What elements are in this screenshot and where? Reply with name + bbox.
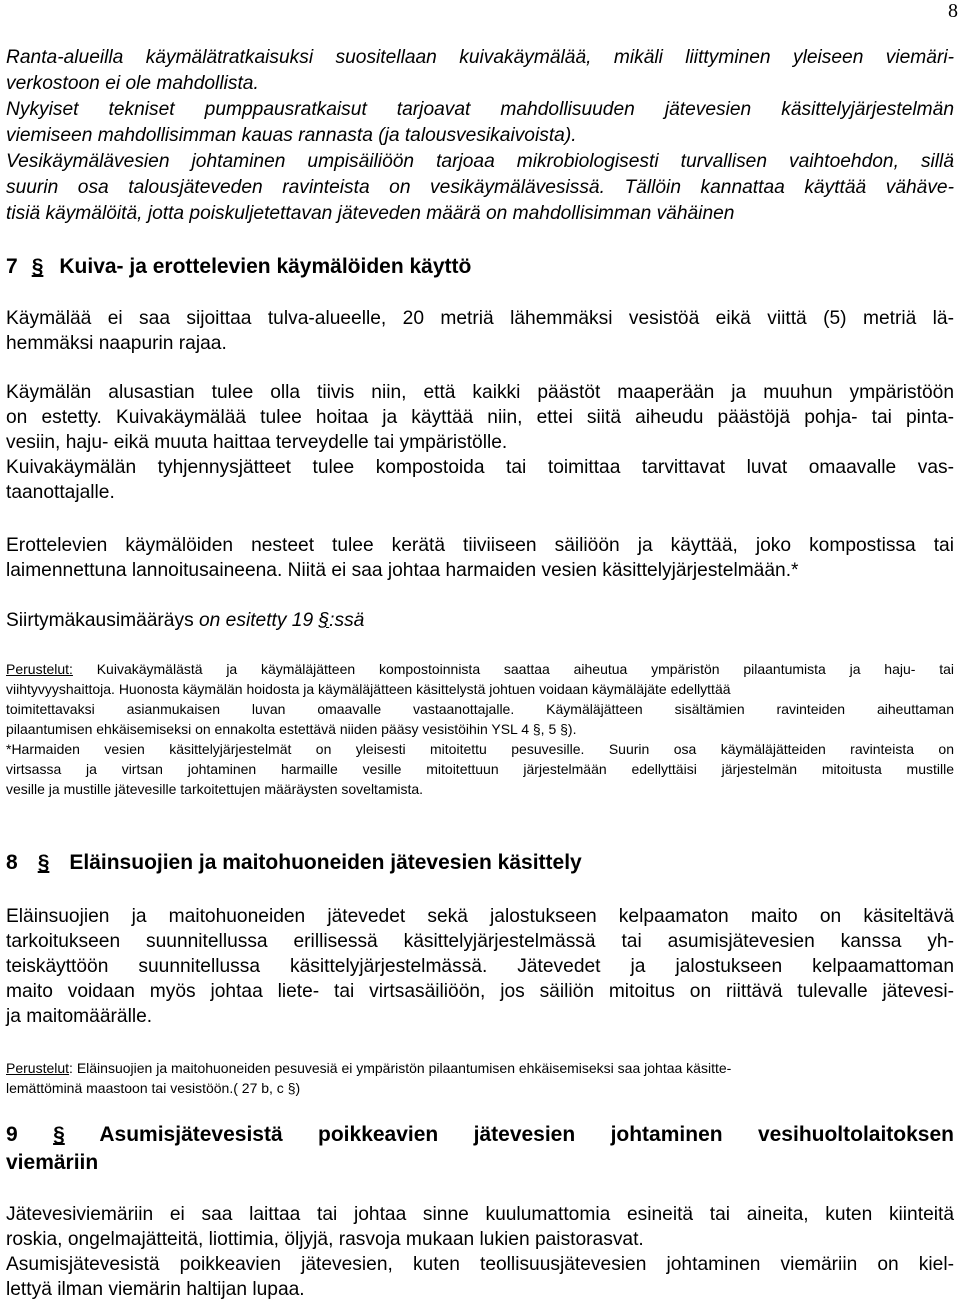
transition-italic: on esitetty 19 xyxy=(199,610,319,631)
text-line: tisiä käymälöitä, jotta poiskuljetettavan jäteveden määrä on mahdollisimman vähäinen xyxy=(6,203,735,224)
section-9-paragraph-1 xyxy=(6,1202,954,1302)
text-line: Jätevesiviemäriin ei saa laittaa tai johtaa sinne kuulumattomia esineitä tai aineita, kuten kiinteitä xyxy=(6,1204,954,1225)
text-line: Asumisjätevesistä poikkeavien jätevesien, kuten teollisuusjätevesien johtaminen viemäriin on kiel- xyxy=(6,1254,954,1275)
section-title: Kuiva- ja erottelevien käymälöiden käyttö xyxy=(59,255,472,278)
text-line: *Harmaiden vesien käsittelyjärjestelmät on yleisesti mitoitettu pesuvesille. Suurin osa käymäläjätteiden ravinteista on xyxy=(6,741,954,757)
transition-prefix: Siirtymäkausimääräys xyxy=(6,610,199,631)
text-line: viemiseen mahdollisimman kauas rannasta (ja talousvesikaivoista). xyxy=(6,125,577,146)
text-line: vesiin, haju- eikä muuta haittaa terveydelle tai ympäristölle. xyxy=(6,432,508,453)
section-number: 8 xyxy=(6,851,18,874)
section-8-paragraph-1 xyxy=(6,904,954,1029)
text-line: verkostoon ei ole mahdollista. xyxy=(6,73,259,94)
text-line: suurin osa talousjäteveden ravinteista on vesikäymälävesissä. Tällöin kannattaa käyttää vähäve- xyxy=(6,177,954,198)
transition-symbol: § xyxy=(318,610,330,631)
section-8-basis xyxy=(6,1058,954,1098)
text-line: Nykyiset tekniset pumppausratkaisut tarjoavat mahdollisuuden jätevesien käsittelyjärjestelmän xyxy=(6,99,954,120)
transition-provision xyxy=(6,608,954,633)
text-line: : Eläinsuojien ja maitohuoneiden pesuvesiä ei ympäristön pilaantumisen ehkäisemiseksi saa johtaa käsitte- xyxy=(69,1060,732,1076)
text-line: toimitettavaksi asianmukaisen luvan omaavalle vastaanottajalle. Käymäläjätteen sisältämien ravinteiden aiheuttaman xyxy=(6,701,954,717)
section-7-basis xyxy=(6,659,954,799)
text-line: pilaantumisen ehkäisemiseksi on ennakolta estettävä niiden pääsy vesistöihin YSL 4 §, 5 §). xyxy=(6,721,577,737)
section-7-heading xyxy=(6,253,954,281)
text-line: laimennettuna lannoitusaineena. Niitä ei saa johtaa harmaiden vesien käsittelyjärjestelmään.* xyxy=(6,560,799,581)
text-line: vesille ja mustille jätevesille tarkoitettujen määräysten soveltamista. xyxy=(6,781,424,797)
text-line: ja maitomäärälle. xyxy=(6,1006,153,1027)
text-line: Ranta-alueilla käymälätratkaisuksi suositellaan kuivakäymälää, mikäli liittyminen yleiseen viemäri- xyxy=(6,47,954,68)
basis-label: Perustelut: xyxy=(6,661,73,677)
intro-paragraph xyxy=(6,45,954,227)
text-line: viihtyvyyshaittoja. Huonosta käymälän hoidosta ja käymäläjätteen käsittelystä johtuen voidaan käymäläjäte edellyttää xyxy=(6,681,731,697)
text-line: Käymälän alusastian tulee olla tiivis niin, että kaikki päästöt maaperään ja muuhun ympäristöön xyxy=(6,382,954,403)
section-symbol: § xyxy=(31,255,44,278)
text-line: Kuivakäymälän tyhjennysjätteet tulee kompostoida tai toimittaa tarvittavat luvat omaavalle vas- xyxy=(6,457,954,478)
section-title: Asumisjätevesistä poikkeavien jätevesien johtaminen vesihuoltolaitoksen xyxy=(99,1123,954,1146)
text-line: Käymälää ei saa sijoittaa tulva-alueelle, 20 metriä lähemmäksi vesistöä eikä viittä (5) metriä lä- xyxy=(6,308,954,329)
page-number: 8 xyxy=(948,0,958,22)
text-line: lemättöminä maastoon tai vesistöön.( 27 b, c §) xyxy=(6,1080,301,1096)
section-9-heading xyxy=(6,1121,954,1177)
text-line: on estetty. Kuivakäymälää tulee hoitaa ja käyttää niin, ettei siitä aiheudu päästöjä pohja- tai pinta- xyxy=(6,407,954,428)
text-line: Vesikäymälävesien johtaminen umpisäiliöön tarjoaa mikrobiologisesti turvallisen vaihtoehdon, sillä xyxy=(6,151,954,172)
section-number: 9 xyxy=(6,1123,18,1146)
text-line: tarkoitukseen suunnitellussa erillisessä käsittelyjärjestelmässä tai asumisjätevesien kanssa yh- xyxy=(6,931,954,952)
text-line: virtsassa ja virtsan johtaminen harmaille vesille mitoitettuun järjestelmään edellyttäisi järjestelmän mitoitusta mustille xyxy=(6,761,954,777)
section-8-heading xyxy=(6,849,954,877)
text-line: taanottajalle. xyxy=(6,482,115,503)
text-line: Erottelevien käymälöiden nesteet tulee kerätä tiiviiseen säiliöön ja käyttää, joko kompostissa tai xyxy=(6,535,954,556)
text-line: roskia, ongelmajätteitä, liottimia, öljyjä, rasvoja mukaan lukien paistorasvat. xyxy=(6,1229,644,1250)
basis-label: Perustelut xyxy=(6,1060,70,1076)
transition-suffix: :ssä xyxy=(329,610,365,631)
section-title-continued: viemäriin xyxy=(6,1151,99,1174)
section-symbol: § xyxy=(37,851,50,874)
section-symbol: § xyxy=(53,1123,65,1146)
section-7-paragraph-1 xyxy=(6,306,954,356)
section-7-paragraph-3 xyxy=(6,533,954,583)
text-line: Kuivakäymälästä ja käymäläjätteen kompostoinnista saattaa aiheutua ympäristön pilaantumista ja haju- tai xyxy=(72,661,954,677)
text-line: teiskäyttöön suunnitellussa käsittelyjärjestelmässä. Jätevedet ja jalostukseen kelpaamattoman xyxy=(6,956,954,977)
text-line: hemmäksi naapurin rajaa. xyxy=(6,333,227,354)
text-line: maito voidaan myös johtaa liete- tai virtsasäiliöön, jos säiliön mitoitus on riittävä tulevalle jätevesi- xyxy=(6,981,954,1002)
text-line: Eläinsuojien ja maitohuoneiden jätevedet sekä jalostukseen kelpaamaton maito on käsiteltävä xyxy=(6,906,954,927)
section-7-paragraph-2 xyxy=(6,380,954,505)
section-number: 7 xyxy=(6,255,18,278)
text-line: lettyä ilman viemärin haltijan lupaa. xyxy=(6,1279,305,1300)
section-title: Eläinsuojien ja maitohuoneiden jätevesien käsittely xyxy=(69,851,582,874)
